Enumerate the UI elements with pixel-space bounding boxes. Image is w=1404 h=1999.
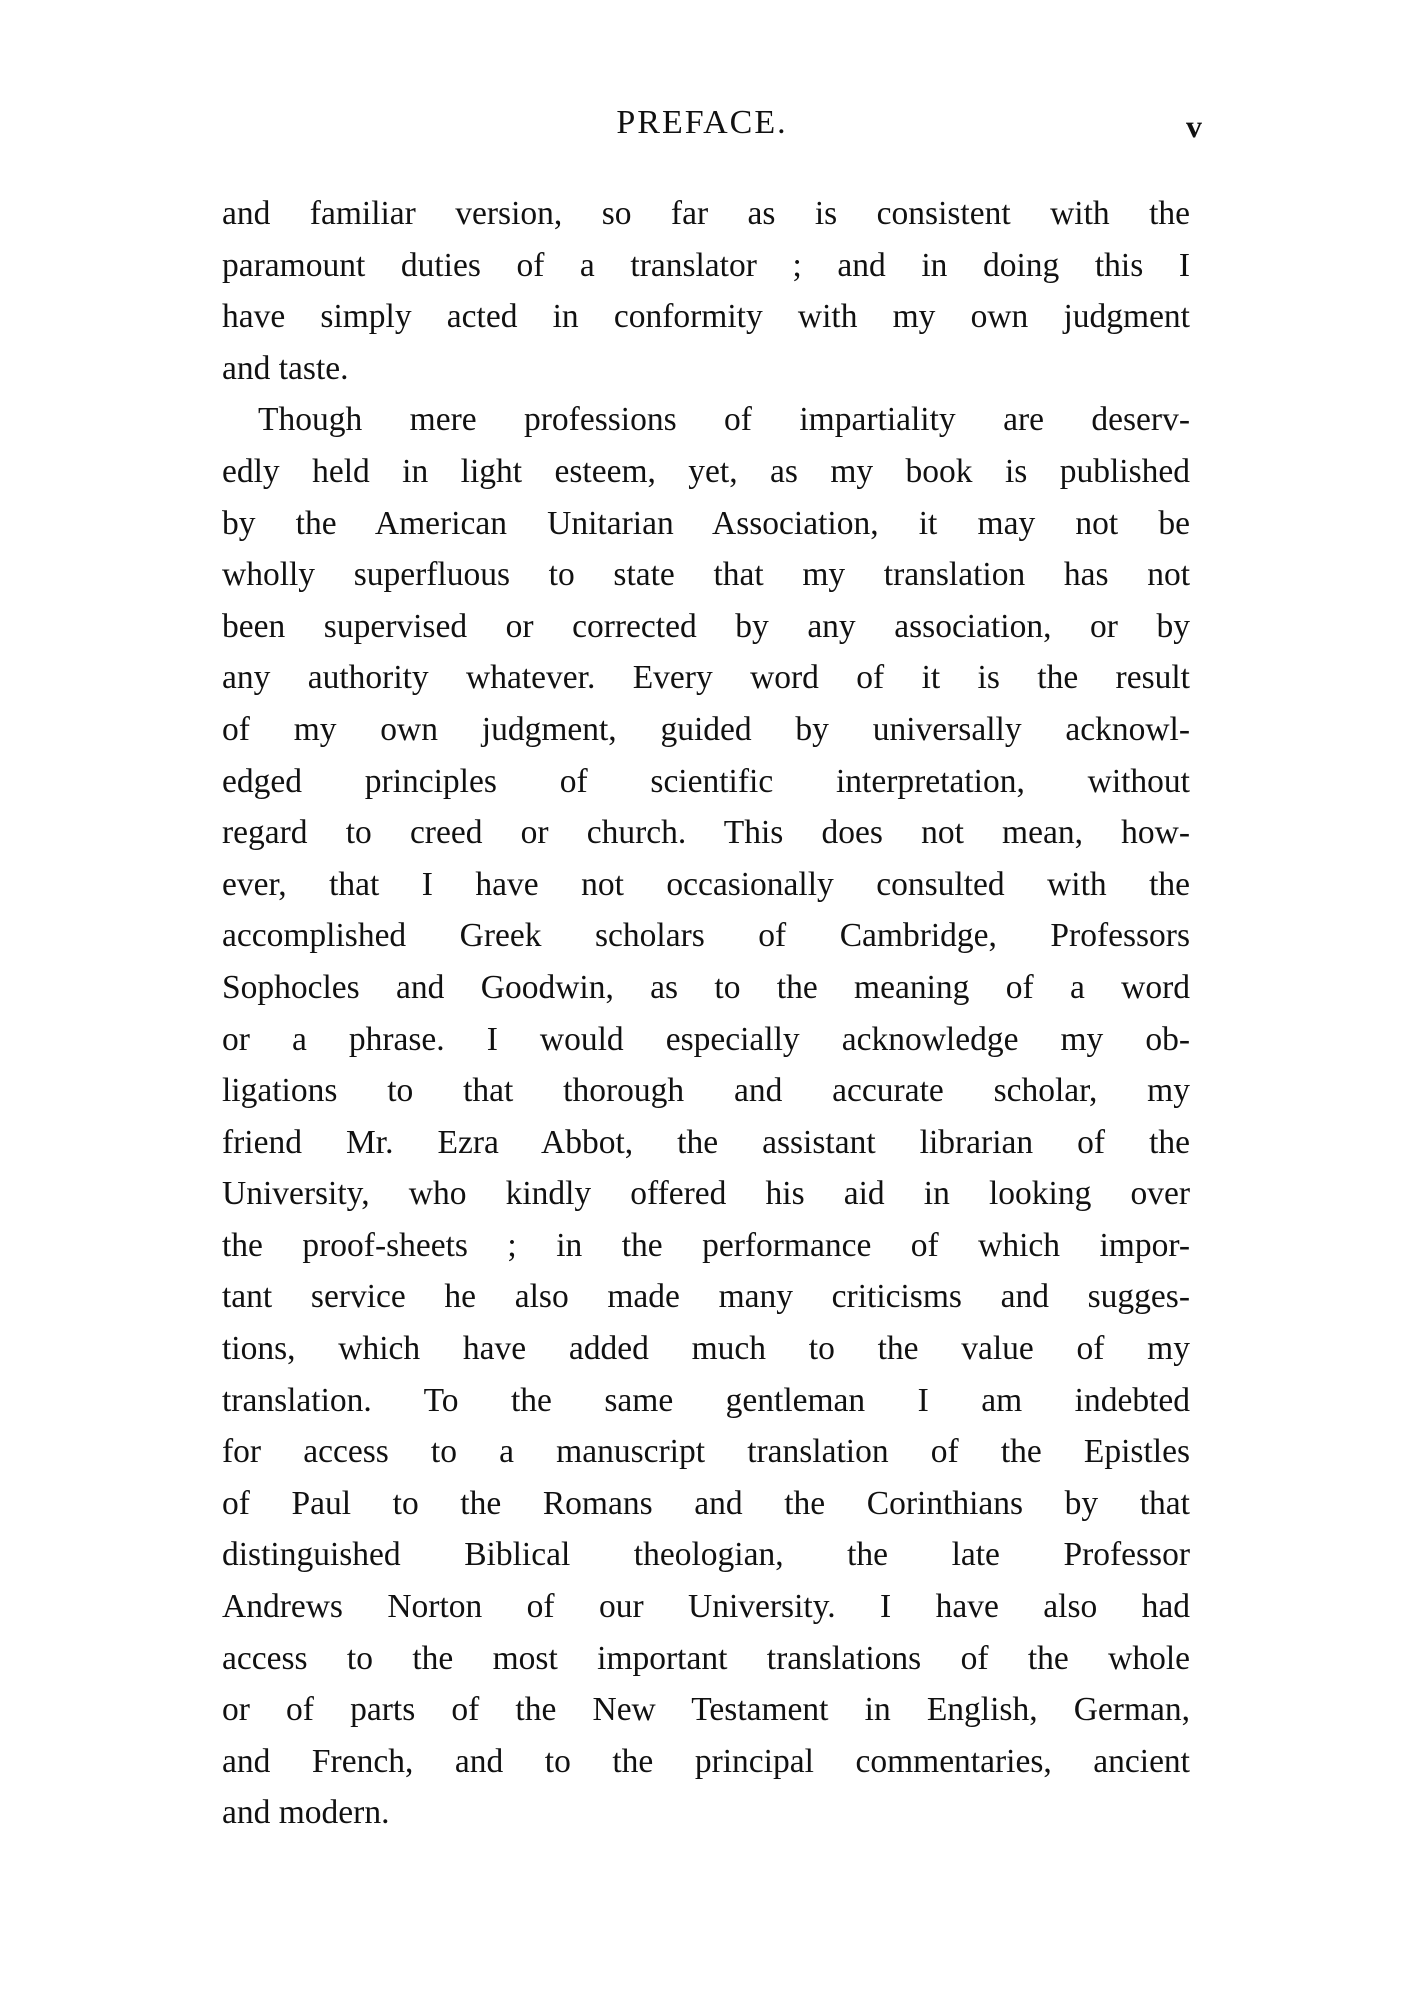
- text-line: tions, which have added much to the value of my: [222, 1330, 1190, 1368]
- text-line: edged principles of scientific interpretation, without: [222, 762, 1190, 800]
- body-text: [222, 188, 1190, 1839]
- text-line: been supervised or corrected by any association, or by: [222, 607, 1190, 645]
- running-title: PREFACE.: [616, 104, 788, 141]
- text-line: tant service he also made many criticisms and sugges-: [222, 1278, 1190, 1316]
- text-line: distinguished Biblical theologian, the late Professor: [222, 1536, 1190, 1574]
- text-line: have simply acted in conformity with my own judgment: [222, 298, 1190, 336]
- text-line: by the American Unitarian Association, it may not be: [222, 504, 1190, 542]
- text-line: wholly superfluous to state that my translation has not: [222, 556, 1190, 594]
- text-line: friend Mr. Ezra Abbot, the assistant librarian of the: [222, 1123, 1190, 1161]
- text-line: and French, and to the principal commentaries, ancient: [222, 1742, 1190, 1780]
- text-line: or of parts of the New Testament in English, German,: [222, 1691, 1190, 1729]
- text-line: accomplished Greek scholars of Cambridge, Professors: [222, 917, 1190, 955]
- text-line: Though mere professions of impartiality are deserv-: [258, 401, 1190, 439]
- text-line: ligations to that thorough and accurate scholar, my: [222, 1072, 1190, 1110]
- text-line: regard to creed or church. This does not mean, how-: [222, 814, 1190, 852]
- text-line: for access to a manuscript translation of the Epistles: [222, 1433, 1190, 1471]
- text-line: and familiar version, so far as is consistent with the: [222, 195, 1190, 232]
- text-line: any authority whatever. Every word of it is the result: [222, 659, 1190, 697]
- text-line: translation. To the same gentleman I am indebted: [222, 1381, 1190, 1419]
- text-line: Sophocles and Goodwin, as to the meaning of a word: [222, 968, 1190, 1006]
- text-line: and modern.: [222, 1794, 390, 1832]
- text-line: access to the most important translations of the whole: [222, 1639, 1190, 1677]
- text-line: and taste.: [222, 349, 349, 387]
- text-line: paramount duties of a translator ; and in doing this I: [222, 246, 1190, 284]
- paragraph-1: [222, 188, 1190, 394]
- text-line: ever, that I have not occasionally consulted with the: [222, 865, 1190, 903]
- paragraph-2: [222, 394, 1190, 1839]
- text-line: of my own judgment, guided by universally acknowl-: [222, 710, 1190, 748]
- page-number: v: [1186, 108, 1202, 144]
- running-head: [222, 100, 1202, 150]
- text-line: Andrews Norton of our University. I have also had: [222, 1588, 1190, 1626]
- text-line: or a phrase. I would especially acknowledge my ob-: [222, 1020, 1190, 1058]
- text-line: the proof-sheets ; in the performance of which impor-: [222, 1226, 1190, 1264]
- text-line: of Paul to the Romans and the Corinthians by that: [222, 1484, 1190, 1522]
- text-line: University, who kindly offered his aid in looking over: [222, 1175, 1190, 1213]
- text-line: edly held in light esteem, yet, as my book is published: [222, 452, 1190, 490]
